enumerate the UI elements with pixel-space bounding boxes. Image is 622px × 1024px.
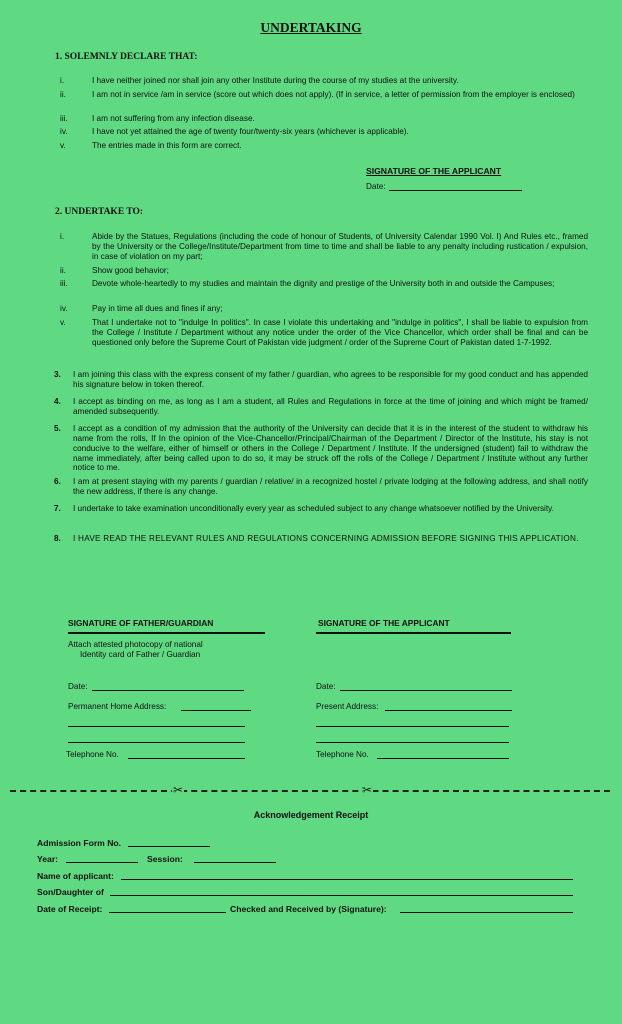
applicant-telephone-field[interactable] [377,758,509,759]
declare-item-3 [60,114,588,124]
son-daughter-field[interactable] [110,895,573,896]
item-number: ii. [60,90,66,99]
applicant-telephone-label: Telephone No. [316,750,369,759]
item-text: Devote whole-heartedly to my studies and maintain the dignity and prestige of the University both in and outside the Campuses; [92,279,555,288]
item-text: The entries made in this form are correct. [92,141,242,150]
item-number: v. [60,318,66,327]
applicant-date-field[interactable] [340,690,512,691]
applicant-name-label: Name of applicant: [37,871,114,881]
clause-number: 7. [54,504,61,513]
item-number: ii. [60,266,66,275]
declare-item-2 [60,90,588,100]
item-text: Show good behavior; [92,266,169,275]
item-number: i. [60,232,65,241]
page-title: UNDERTAKING [260,20,362,35]
clause-number: 8. [54,534,61,543]
declare-date-field[interactable] [389,190,522,191]
section1-heading: 1. SOLEMNLY DECLARE THAT: [55,52,198,62]
clause-text: I HAVE READ THE RELEVANT RULES AND REGULATIONS CONCERNING ADMISSION BEFORE SIGNING THIS APPLICATION. [73,534,579,543]
section2-heading: 2. UNDERTAKE TO: [55,207,144,217]
item-number: iii. [60,279,68,288]
clause-5 [54,424,588,473]
undertake-item-1 [60,232,588,262]
item-text: I have not yet attained the age of twenty four/twenty-six years (whichever is applicable). [92,127,409,136]
admission-form-field[interactable] [128,846,210,847]
clause-text: I am at present staying with my parents / guardian / relative/ in a recognized hostel / private lodging at the following address, and shall notify the new address, if there is any change. [73,477,588,496]
applicant-signature-field[interactable] [316,632,511,634]
undertake-item-4 [60,304,588,314]
permanent-address-field-1[interactable] [181,710,251,711]
present-address-label: Present Address: [316,702,379,711]
clause-number: 6. [54,477,61,486]
present-address-field-3[interactable] [316,742,509,743]
clause-number: 5. [54,424,61,433]
cut-line [10,790,610,792]
clause-text: I am joining this class with the express consent of my father / guardian, who agrees to be responsible for my good conduct and has appended his signature below in token thereof. [73,370,588,389]
father-date-label: Date: [68,682,88,691]
item-text: Pay in time all dues and fines if any; [92,304,223,313]
father-telephone-label: Telephone No. [66,750,119,759]
checked-received-field[interactable] [400,912,573,913]
admission-form-label: Admission Form No. [37,838,122,848]
declare-item-4 [60,127,588,137]
father-telephone-field[interactable] [128,758,245,759]
declare-date-label: Date: [366,182,386,191]
applicant-signature-label-2: SIGNATURE OF THE APPLICANT [318,618,450,628]
clause-8 [54,534,588,544]
clause-4 [54,397,588,417]
item-number: v. [60,141,66,150]
permanent-address-label: Permanent Home Address: [68,702,167,711]
declare-item-1 [60,76,588,86]
clause-text: I accept as a condition of my admission that the authority of the University can decide that it is in the interest of the student to withdraw his name from the rolls, If In the opinion of the Vice-Chancellor/Principal/Chairman of the Department / Director of the Institute, his stay is not conducive to the welfare, either of himself or others in the College / Department / Institute. If the undersigned (student) fail to withdraw the name immediately, after being called upon to do so, it may be struck off the rolls of the College / Department / Institute without any further notice to me. [73,424,588,473]
undertake-item-3 [60,279,588,289]
scissors-icon: ✂ [173,783,184,797]
item-text: I am not in service /am in service (score out which does not apply). (If in service, a letter of permission from the employer is enclosed) [92,90,575,99]
father-signature-field[interactable] [68,632,265,634]
session-label: Session: [147,854,183,864]
receipt-title: Acknowledgement Receipt [253,810,369,820]
attach-note-line1: Attach attested photocopy of national [68,640,203,649]
clause-3 [54,370,588,390]
attach-note-line2: Identity card of Father / Guardian [80,650,201,659]
item-text: Abide by the Statues, Regulations (including the code of honour of Students, of University Calendar 1990 Vol. I) And Rules etc., framed by the University or the College/Institute/Department from time to time and shall be liable to any penalty including rustication / expulsion, in case of violation on my part; [92,232,588,261]
item-number: iii. [60,114,68,123]
year-field[interactable] [66,862,138,863]
date-receipt-label: Date of Receipt: [37,904,103,914]
declare-item-5 [60,141,588,151]
applicant-signature-label: SIGNATURE OF THE APPLICANT [366,166,502,176]
permanent-address-field-2[interactable] [68,726,245,727]
present-address-field-1[interactable] [385,710,512,711]
clause-number: 4. [54,397,61,406]
father-signature-label: SIGNATURE OF FATHER/GUARDIAN [68,618,214,628]
clause-text: I accept as binding on me, as long as I am a student, all Rules and Regulations in force at the time of joining and which might be framed/ amended subsequently. [73,397,588,416]
applicant-name-field[interactable] [121,879,573,880]
checked-received-label: Checked and Received by (Signature): [230,904,387,914]
item-text: I have neither joined nor shall join any other Institute during the course of my studies at the university. [92,76,459,85]
item-text: I am not suffering from any infection disease. [92,114,255,123]
clause-6 [54,477,588,497]
item-text: That I undertake not to "indulge In politics". In case I violate this undertaking and "indulge in politics", I shall be liable to expulsion from the College / Institute / Department without any notice under the order of the Vice Chancellor, which order shall be final and can be questioned only before the Supreme Court of Pakistan vide judgment / order of the Supreme Court of Pakistan dated 1-7-1992. [92,318,588,347]
permanent-address-field-3[interactable] [68,742,245,743]
undertake-item-5 [60,318,588,348]
clause-text: I undertake to take examination unconditionally every year as scheduled subject to any change whatsoever notified by the University. [73,504,554,513]
undertake-item-2 [60,266,588,276]
clause-number: 3. [54,370,61,379]
year-label: Year: [37,854,59,864]
scissors-icon: ✂ [362,783,373,797]
son-daughter-label: Son/Daughter of [37,887,104,897]
father-date-field[interactable] [92,690,244,691]
applicant-date-label: Date: [316,682,336,691]
item-number: iv. [60,127,68,136]
item-number: iv. [60,304,68,313]
session-field[interactable] [194,862,276,863]
present-address-field-2[interactable] [316,726,509,727]
item-number: i. [60,76,65,85]
clause-7 [54,504,588,514]
date-receipt-field[interactable] [109,912,226,913]
